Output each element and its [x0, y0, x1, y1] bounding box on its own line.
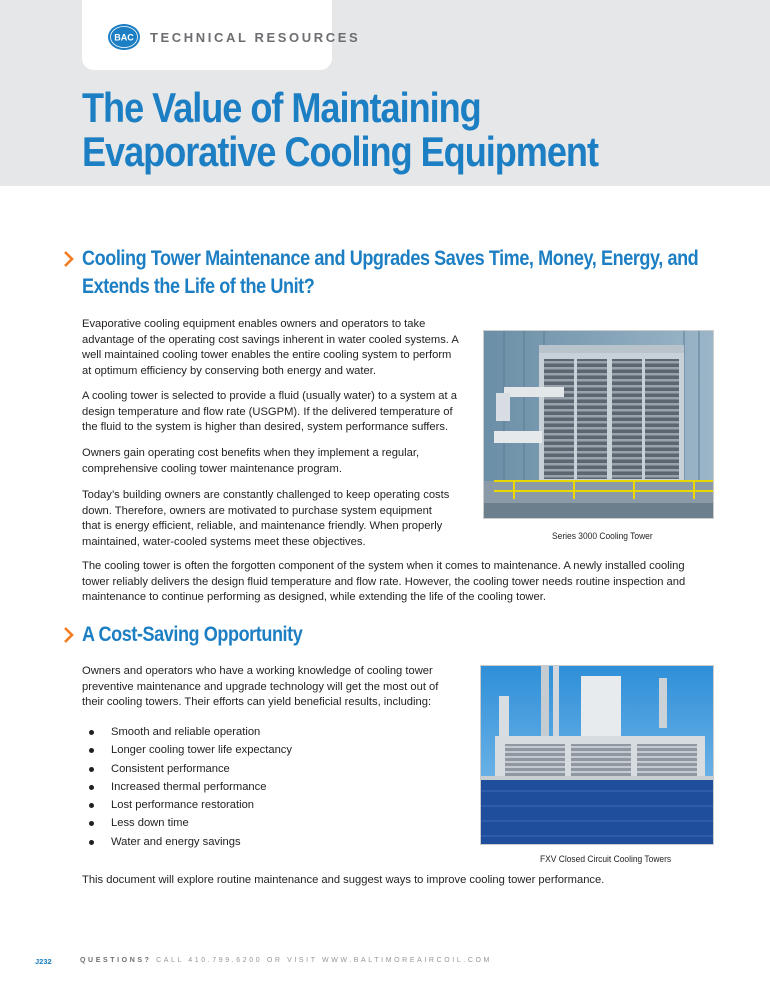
list-item-label: Smooth and reliable operation: [111, 726, 261, 738]
text-line: design temperature and flow rate (USGPM). If the delivered temperature of: [82, 405, 453, 418]
text-line: This document will explore routine maintenance and suggest ways to improve cooling tower performance.: [82, 874, 605, 886]
text-line: at optimum efficiency by conserving both energy and water.: [82, 364, 376, 377]
text-line: preventive maintenance and upgrade technology will get the most out of: [82, 680, 439, 693]
page-title: [82, 86, 632, 174]
text-line: that is energy efficient, reliable, and maintenance friendly. When properly: [82, 520, 443, 532]
footer-questions-label: QUESTIONS?: [80, 957, 152, 964]
paragraph: [82, 873, 604, 889]
page-title-line: Evaporative Cooling Equipment: [82, 128, 598, 175]
fxv-cooling-towers-photo: [480, 665, 714, 845]
text-line: Owners and operators who have a working knowledge of cooling tower: [82, 665, 433, 677]
paragraph: [82, 559, 685, 606]
list-item-label: Longer cooling tower life expectancy: [111, 744, 292, 757]
bullet-icon: [89, 730, 94, 735]
bullet-icon: [89, 821, 94, 826]
bullet-icon: [89, 785, 94, 790]
text-line: comprehensive cooling tower maintenance program.: [82, 462, 342, 475]
section-heading-line: Extends the Life of the Unit?: [82, 275, 315, 298]
text-line: The cooling tower is often the forgotten component of the system when it comes to maintenance. A newly installed cooling: [82, 560, 685, 572]
text-line: Evaporative cooling equipment enables owners and operators to take: [82, 318, 426, 330]
chevron-right-icon: [62, 626, 74, 644]
section-label: TECHNICAL RESOURCES: [150, 30, 361, 45]
list-item: [82, 814, 292, 832]
bullet-icon: [89, 840, 94, 845]
text-line: advantage of the operating cost savings inherent in water cooled systems. A: [82, 333, 459, 346]
text-line: down. Therefore, owners are motivated to purchase system equipment: [82, 504, 432, 517]
svg-text:BAC: BAC: [114, 32, 134, 43]
list-item: [82, 796, 292, 814]
text-line: well maintained cooling tower enables the entire cooling system to perform: [82, 349, 452, 361]
text-line: the fluid to the system is higher than desired, system performance suffers.: [82, 421, 449, 433]
bullet-icon: [89, 748, 94, 753]
text-line: Today’s building owners are constantly challenged to keep operating costs: [82, 489, 450, 501]
section-heading-line: A Cost-Saving Opportunity: [82, 623, 303, 646]
list-item-label: Increased thermal performance: [111, 780, 267, 793]
list-item-label: Less down time: [111, 817, 189, 830]
list-item: [82, 760, 292, 778]
list-item-label: Lost performance restoration: [111, 799, 255, 812]
list-item-label: Consistent performance: [111, 762, 230, 775]
page-title-line: The Value of Maintaining: [82, 84, 481, 131]
image-caption: FXV Closed Circuit Cooling Towers: [540, 853, 672, 864]
text-line: maintenance to continue performing as designed, while extending the life of the cooling tower.: [82, 591, 546, 603]
bac-logo-icon: [107, 23, 141, 51]
text-line: A cooling tower is selected to provide a fluid (usually water) to a system at a: [82, 390, 457, 402]
footer-contact: [80, 957, 492, 964]
list-item: [82, 833, 292, 851]
text-line: tower reliably delivers the design fluid temperature and flow rate. However, the cooling tower needs routine inspection and: [82, 575, 686, 588]
paragraph: [82, 488, 449, 550]
list-item: [82, 741, 292, 759]
bullet-icon: [89, 767, 94, 772]
paragraph: [82, 389, 457, 436]
paragraph: [82, 446, 419, 477]
document-code: J232: [35, 957, 52, 966]
cooling-tower-photo: [483, 330, 714, 519]
bullet-icon: [89, 803, 94, 808]
paragraph: [82, 664, 438, 711]
text-line: their cooling towers. Their efforts can yield beneficial results, including:: [82, 696, 432, 708]
list-item: [82, 723, 292, 741]
text-line: Owners gain operating cost benefits when they implement a regular,: [82, 447, 420, 459]
section-heading-line: Cooling Tower Maintenance and Upgrades Saves Time, Money, Energy, and: [82, 247, 699, 270]
list-item-label: Water and energy savings: [111, 835, 241, 848]
section-heading: [82, 621, 302, 649]
section-heading: [82, 245, 701, 301]
paragraph: [82, 317, 459, 379]
chevron-right-icon: [62, 250, 74, 268]
footer-contact-text: CALL 410.799.6200 OR VISIT WWW.BALTIMOREAIRCOIL.COM: [156, 957, 492, 964]
benefits-list: [82, 723, 292, 851]
text-line: maintained, water-cooled systems meet these objectives.: [82, 535, 366, 548]
image-caption: Series 3000 Cooling Tower: [552, 530, 653, 541]
list-item: [82, 778, 292, 796]
